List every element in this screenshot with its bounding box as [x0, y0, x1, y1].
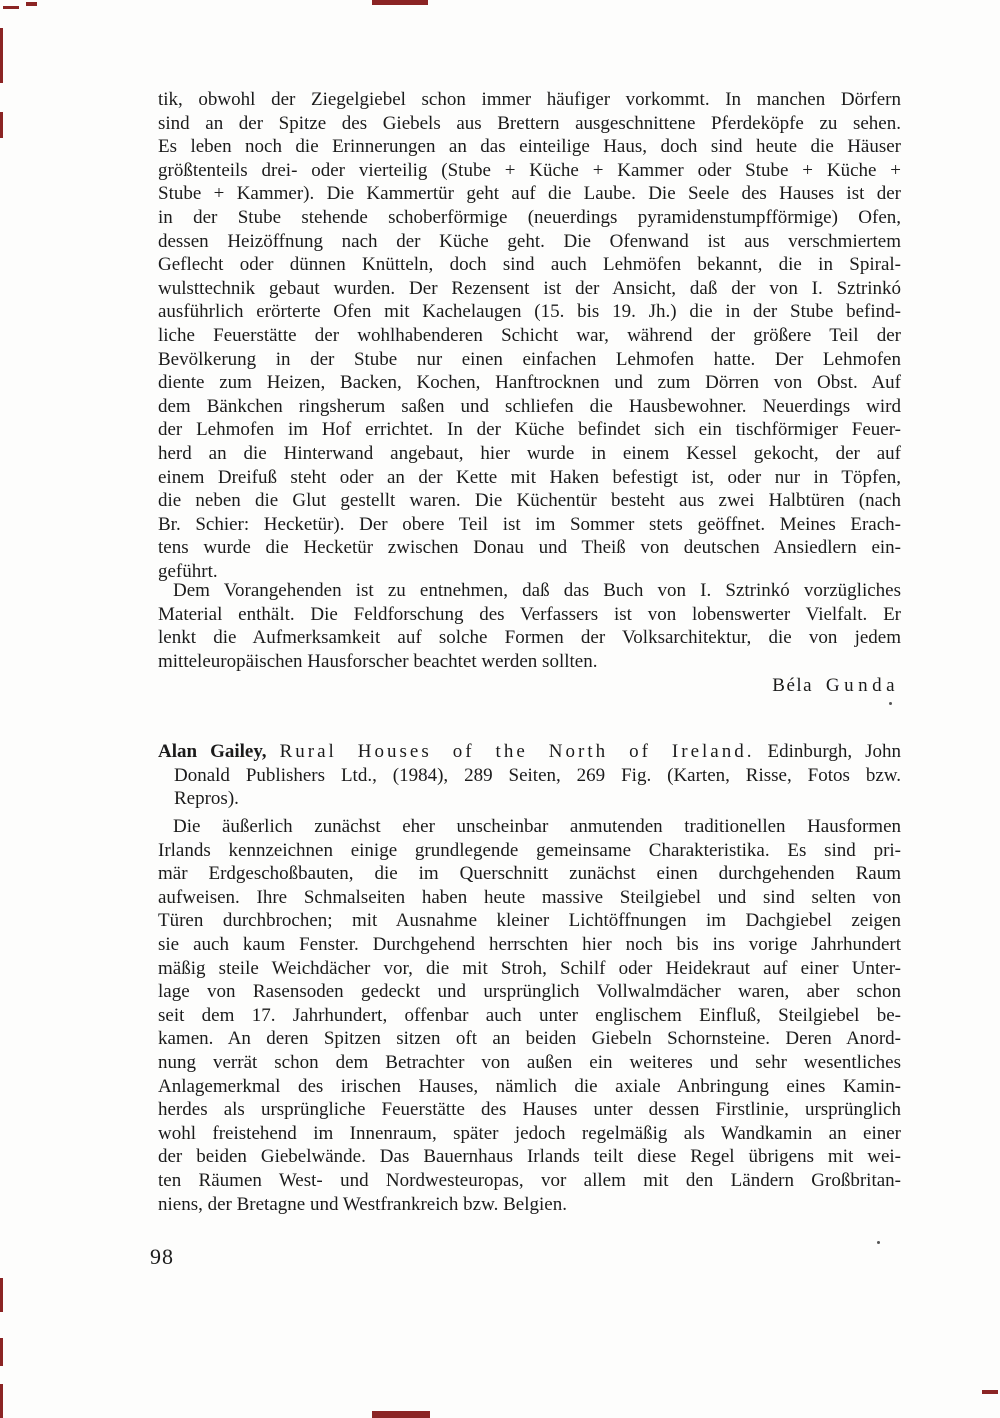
review-heading-gailey: [158, 740, 901, 811]
reviewer-first-name: Béla: [772, 675, 814, 696]
text-line: Anlagemerkmal des irischen Hauses, nämlich die axiale Anbringung eines Kamin-: [158, 1075, 901, 1097]
text-line: lage von Rasensoden gedeckt und ursprünglich Vollwalmdächer waren, aber schon: [158, 981, 901, 1003]
text-line: die neben die Glut gestellt waren. Die Küchentür besteht aus zwei Halbtüren (nach: [158, 490, 901, 512]
text-line: seit dem 17. Jahrhundert, offenbar auch unter englischem Einfluß, Steilgiebel be-: [158, 1004, 901, 1026]
text-line: in der Stube stehende schoberförmige (neuerdings pyramidenstumpfförmige) Ofen,: [158, 206, 901, 228]
text-line: Material enthält. Die Feldforschung des Verfassers ist von lobenswerter Vielfalt. Er: [158, 603, 901, 625]
scan-mark: [26, 2, 37, 6]
text-line: dessen Heizöffnung nach der Küche geht. Die Ofenwand ist aus verschmiertem: [158, 230, 901, 252]
heading-line-2: Donald Publishers Ltd., (1984), 289 Seiten, 269 Fig. (Karten, Risse, Fotos bzw.: [174, 764, 901, 786]
text-line: Dem Vorangehenden ist zu entnehmen, daß das Buch von I. Sztrinkó vorzügliches: [173, 580, 901, 601]
text-line: Irlands kennzeichnen einige grundlegende gemeinsame Charakteristika. Es sind pri-: [158, 839, 901, 861]
text-line: Bevölkerung in der Stube nur einen einfachen Lehmofen hatte. Der Lehmofen: [158, 348, 901, 370]
text-line: Die äußerlich zunächst eher unscheinbar anmutenden traditionellen Hausformen: [173, 816, 901, 837]
text-line: kamen. An deren Spitzen sitzen oft an beiden Giebeln Schornsteine. Deren Anord-: [158, 1028, 901, 1050]
text-line: nung verrät schon dem Betrachter von außen ein weiteres und sehr wesentliches: [158, 1051, 901, 1073]
scan-mark: [0, 28, 3, 83]
scan-mark: [0, 112, 3, 138]
text-line: aufweisen. Ihre Schmalseiten haben heute massive Steilgiebel und sind selten von: [158, 886, 901, 908]
paragraph-sztrinko-review-continuation: [158, 88, 901, 583]
text-line: der beiden Giebelwände. Das Bauernhaus Irlands teilt diese Regel übrigens mit wei-: [158, 1146, 901, 1168]
scan-mark: [372, 1411, 430, 1418]
reviewer-signature: [158, 674, 899, 698]
text-line: Türen durchbrochen; mit Ausnahme kleiner Lichtöffnungen im Dachgiebel zeigen: [158, 910, 901, 932]
text-line: Geflecht oder dünnen Knütteln, doch sind auch Lehmöfen bekannt, die in Spiral-: [158, 254, 901, 276]
text-line: mitteleuropäischen Hausforscher beachtet werden sollten.: [158, 650, 598, 672]
text-line: niens, der Bretagne und Westfrankreich bzw. Belgien.: [158, 1193, 567, 1215]
text-line: Stube + Kammer). Die Kammertür geht auf die Laube. Die Seele des Hauses ist der: [158, 183, 901, 205]
text-line: geführt.: [158, 560, 218, 582]
text-line: mär Erdgeschoßbauten, die im Querschnitt zunächst einen durchgehenden Raum: [158, 863, 901, 885]
text-line: sind an der Spitze des Giebels aus Brettern ausgeschnittene Pferdeköpfe zu sehen.: [158, 112, 901, 134]
scan-mark: [0, 1278, 3, 1312]
scan-mark: [0, 1384, 3, 1418]
text-line: lenkt die Aufmerksamkeit auf solche Formen der Volksarchitektur, die von jedem: [158, 627, 901, 649]
text-line: der Lehmofen im Hof errichtet. In der Küche befindet sich ein tischförmiger Feuer-: [158, 419, 901, 441]
text-line: ausführlich erörterte Ofen mit Kachelaugen (15. bis 19. Jh.) die in der Stube befind-: [158, 301, 901, 323]
heading-line-1: [158, 740, 901, 764]
page-number: 98: [150, 1244, 174, 1269]
text-line: liche Feuerstätte der wohlhabenderen Schicht war, während der größere Teil der: [158, 324, 901, 346]
text-line: mäßig steile Weichdächer vor, die mit Stroh, Schilf oder Heidekraut auf einer Unter-: [158, 957, 901, 979]
scan-speck: [889, 702, 892, 705]
reviewer-last-name: Gunda: [825, 675, 899, 696]
text-line: Br. Schier: Hecketür). Der obere Teil ist im Sommer stets geöffnet. Meines Erach-: [158, 513, 901, 535]
scan-mark: [372, 0, 428, 5]
text-line: tik, obwohl der Ziegelgiebel schon immer häufiger vorkommt. In manchen Dörfern: [158, 89, 901, 110]
scan-mark: [3, 6, 19, 9]
heading-book-title: Rural Houses of the North of Ireland.: [279, 741, 755, 762]
heading-line-3: Repros).: [174, 788, 239, 810]
text-line: einem Dreifuß steht oder an der Kette mit Haken befestigt ist, oder nur in Töpfen,: [158, 466, 901, 488]
scan-mark: [0, 1338, 3, 1366]
text-line: ten Räumen West- und Nordwesteuropas, vor allem mit den Ländern Großbritan-: [158, 1169, 901, 1191]
scan-mark: [982, 1390, 998, 1394]
text-line: größtenteils drei- oder vierteilig (Stube + Küche + Kammer oder Stube + Küche +: [158, 159, 901, 181]
scan-speck: [877, 1241, 880, 1244]
text-line: wohl freistehend im Innenraum, später jedoch regelmäßig als Wandkamin an einer: [158, 1122, 901, 1144]
text-line: herdes als ursprüngliche Feuerstätte des Hauses unter dessen Firstlinie, ursprünglich: [158, 1099, 901, 1121]
text-line: dem Bänkchen ringsherum saßen und schliefen die Hausbewohner. Neuerdings wird: [158, 395, 901, 417]
text-line: Es leben noch die Erinnerungen an das einteilige Haus, doch sind heute die Häuser: [158, 136, 901, 158]
text-line: sie auch kaum Fenster. Durchgehend herrschten hier noch bis ins vorige Jahrhundert: [158, 933, 901, 955]
text-line: herd an die Hinterwand angebaut, hier wurde in einem Kessel gekocht, der auf: [158, 442, 901, 464]
heading-imprint-start: Edinburgh, John: [767, 741, 902, 762]
paragraph-gailey-review-body: [158, 815, 901, 1216]
text-line: tens wurde die Hecketür zwischen Donau und Theiß von deutschen Ansiedlern ein-: [158, 537, 901, 559]
heading-author: Alan Gailey,: [158, 741, 267, 762]
paragraph-sztrinko-review-conclusion: [158, 579, 901, 673]
text-line: wulsttechnik gebaut wurden. Der Rezensent ist der Ansicht, daß der von I. Sztrinkó: [158, 277, 901, 299]
text-line: diente zum Heizen, Backen, Kochen, Hanftrocknen und zum Dörren von Obst. Auf: [158, 372, 901, 394]
